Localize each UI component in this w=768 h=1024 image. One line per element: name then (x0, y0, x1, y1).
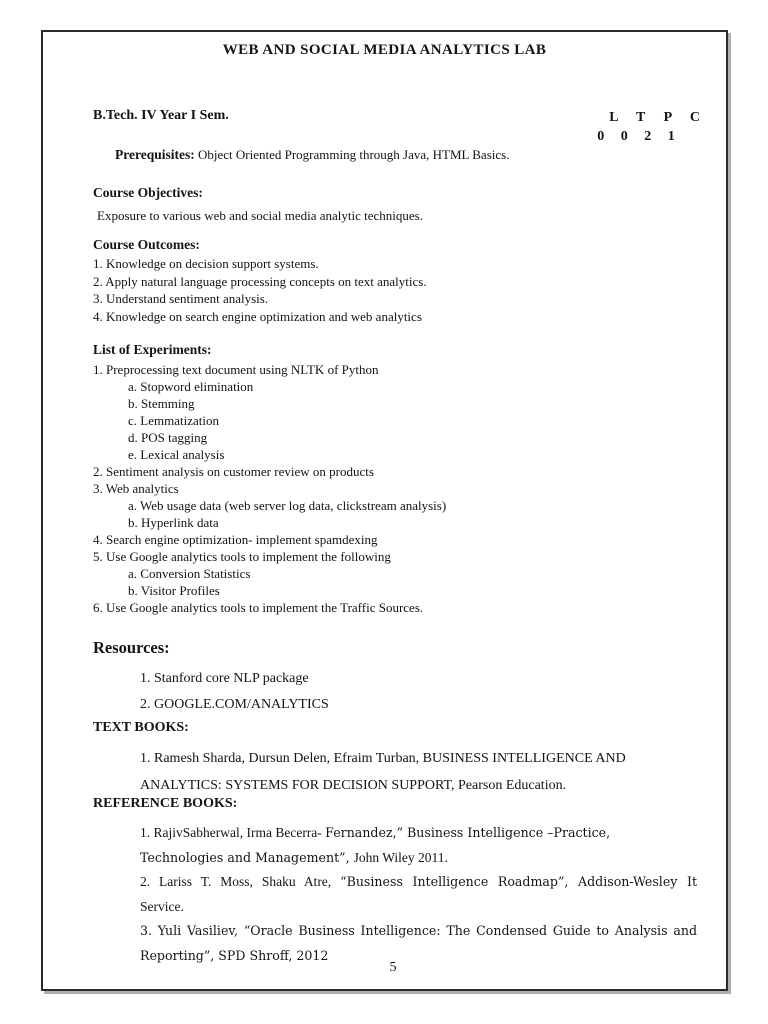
reference-text: Technologies and Management”, (140, 849, 354, 865)
program-credits-row (93, 108, 700, 146)
experiment-subitem: a. Stopword elimination (128, 379, 254, 394)
reference-book-line (140, 821, 697, 846)
text-books-list (140, 746, 685, 799)
page-title: WEB AND SOCIAL MEDIA ANALYTICS LAB (222, 42, 547, 58)
prerequisites-text: Object Oriented Programming through Java, HTML Basics. (194, 147, 510, 162)
credits-table (597, 108, 700, 146)
course-objectives-heading: Course Objectives: (93, 185, 203, 200)
document-page (41, 30, 728, 991)
prerequisites-line (115, 147, 509, 163)
experiments-heading: List of Experiments: (93, 342, 212, 357)
reference-books-heading: REFERENCE BOOKS: (93, 796, 238, 811)
reference-text: Fernandez,” Business Intelligence –Practice, (325, 825, 611, 840)
experiment-item: 2. Sentiment analysis on customer review on products (93, 464, 374, 479)
experiment-item: 3. Web analytics (93, 481, 179, 496)
page-number: 5 (389, 960, 397, 975)
experiment-item: 6. Use Google analytics tools to implement the Traffic Sources. (93, 600, 424, 615)
course-outcome-item: 2. Apply natural language processing concepts on text analytics. (93, 273, 427, 289)
experiment-subitem: b. Hyperlink data (128, 515, 219, 530)
reference-text: John Wiley 2011. (353, 849, 448, 865)
experiment-item: 5. Use Google analytics tools to implement the following (93, 549, 391, 564)
experiment-subitem: c. Lemmatization (128, 413, 219, 428)
reference-book-line (140, 870, 697, 895)
course-outcome-item: 3. Understand sentiment analysis. (93, 291, 269, 306)
text-book-line: ANALYTICS: SYSTEMS FOR DECISION SUPPORT, Pearson Education. (140, 777, 567, 793)
experiment-item: 4. Search engine optimization- implement spamdexing (93, 532, 378, 547)
reference-text: 3. Yuli Vasiliev, (140, 923, 244, 938)
course-outcome-item: 4. Knowledge on search engine optimization and web analytics (93, 308, 422, 324)
resources-list (140, 666, 329, 718)
program-title: B.Tech. IV Year I Sem. (93, 108, 229, 123)
resources-heading: Resources: (93, 638, 170, 657)
reference-text: 1. RajivSabherwal, Irma Becerra- (140, 825, 326, 840)
experiment-subitem: b. Visitor Profiles (128, 583, 220, 598)
resource-item: 2. GOOGLE.COM/ANALYTICS (140, 697, 329, 712)
credits-values: 0 0 2 1 (597, 129, 675, 144)
experiment-subitem: e. Lexical analysis (128, 447, 225, 462)
course-outcomes-heading: Course Outcomes: (93, 237, 200, 252)
prerequisites-label: Prerequisites: (115, 147, 195, 162)
credits-header: L T P C (609, 110, 700, 125)
reference-text: 2. Lariss T. Moss, Shaku Atre, (140, 874, 341, 889)
course-outcomes-list (93, 255, 427, 325)
experiment-item: 1. Preprocessing text document using NLTK of Python (93, 362, 379, 377)
reference-books-list (140, 821, 697, 968)
reference-text: “Oracle Business Intelligence: The Condensed Guide to Analysis and (243, 923, 698, 938)
reference-text: Reporting”, SPD Shroff, 2012 (140, 947, 329, 963)
reference-text: “Business Intelligence Roadmap”, Addison-Wesley It (340, 874, 698, 889)
course-outcome-item: 1. Knowledge on decision support systems. (93, 256, 319, 271)
experiments-list (93, 361, 446, 616)
experiment-subitem: d. POS tagging (128, 430, 208, 445)
reference-book-line (140, 895, 697, 920)
text-books-heading: TEXT BOOKS: (93, 720, 189, 735)
resource-item: 1. Stanford core NLP package (140, 671, 309, 686)
reference-book-line (140, 846, 697, 871)
experiment-subitem: a. Conversion Statistics (128, 566, 251, 581)
experiment-subitem: b. Stemming (128, 396, 195, 411)
course-objectives-text: Exposure to various web and social media analytic techniques. (97, 208, 423, 223)
reference-book-line (140, 919, 697, 944)
reference-text: Service. (140, 898, 184, 914)
text-book-line: 1. Ramesh Sharda, Dursun Delen, Efraim Turban, BUSINESS INTELLIGENCE AND (140, 751, 626, 766)
experiment-subitem: a. Web usage data (web server log data, clickstream analysis) (128, 498, 447, 513)
